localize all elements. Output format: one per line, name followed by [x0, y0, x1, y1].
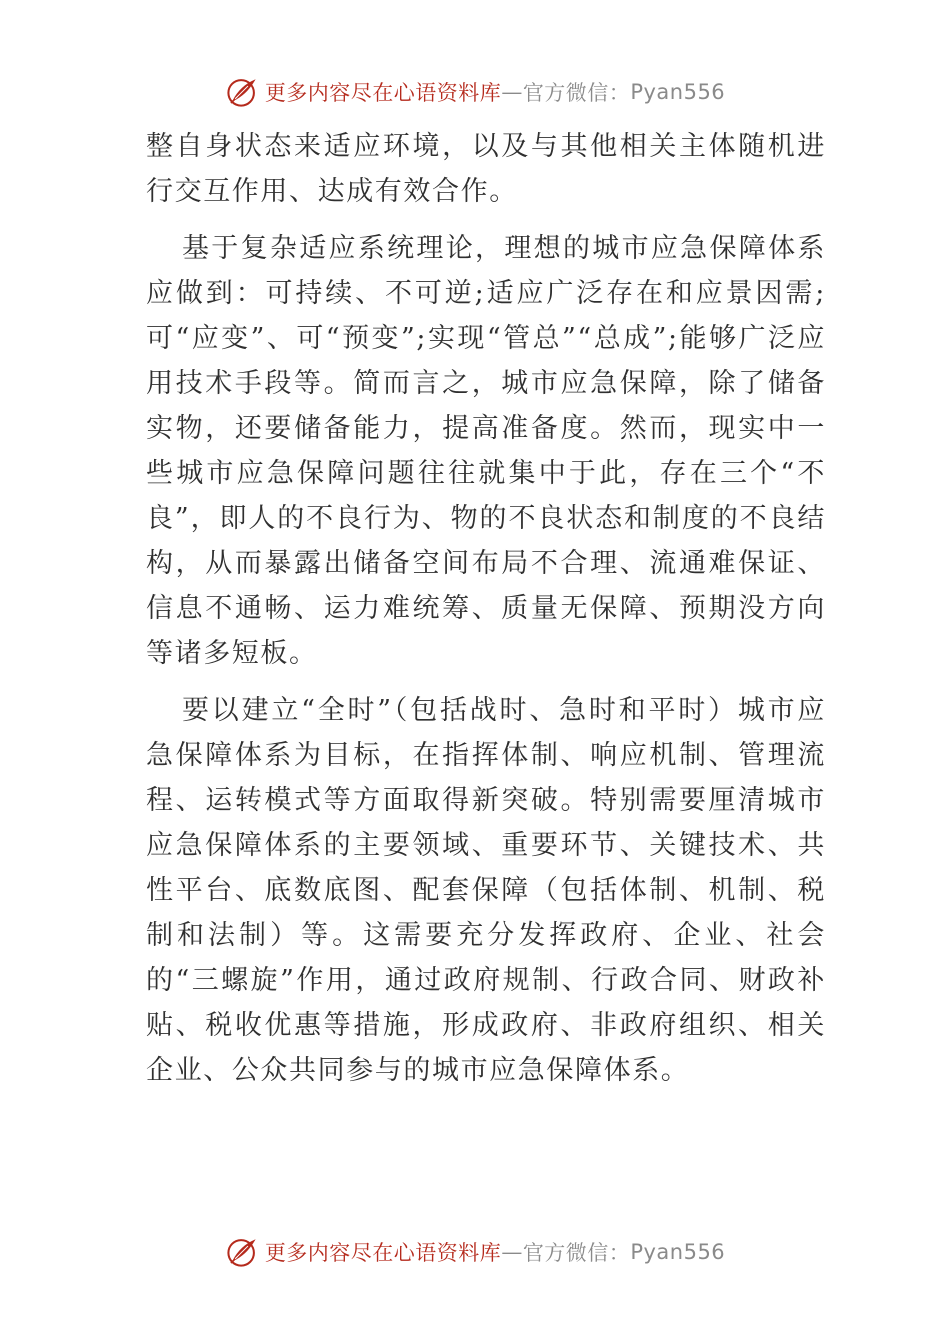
banner-wechat-label: 官方微信：: [522, 1241, 631, 1265]
banner-dash: —: [501, 1240, 523, 1264]
banner-wechat-id: Pyan556: [630, 80, 726, 104]
banner-wechat-label: 官方微信：: [522, 81, 631, 105]
banner-brand-text: 更多内容尽在心语资料库: [264, 1241, 502, 1265]
paragraph-1: 整自身状态来适应环境，以及与其他相关主体随机进行交互作用、达成有效合作。: [146, 131, 826, 207]
banner-wechat-id: Pyan556: [630, 1240, 726, 1264]
document-body: [146, 124, 826, 1093]
banner-brand-text: 更多内容尽在心语资料库: [264, 81, 502, 105]
paragraph-3: 要以建立“全时”（包括战时、急时和平时）城市应急保障体系为目标，在指挥体制、响应机制、管理流程、运转模式等方面取得新突破。特别需要厘清城市应急保障体系的主要领域、重要环节、关键技术、共性平台、底数底图、配套保障（包括体制、机制、税制和法制）等。这需要充分发挥政府、企业、社会的“三螺旋”作用，通过政府规制、行政合同、财政补贴、税收优惠等措施，形成政府、非政府组织、相关企业、公众共同参与的城市应急保障体系。: [146, 695, 826, 1086]
feather-quill-logo-icon: [225, 75, 259, 109]
feather-quill-logo-icon: [225, 1235, 259, 1269]
banner-dash: —: [501, 80, 523, 104]
header-watermark: [0, 70, 950, 114]
paragraph-2: 基于复杂适应系统理论，理想的城市应急保障体系应做到：可持续、不可逆;适应广泛存在和应景因需;可“应变”、可“预变”;实现“管总”“总成”;能够广泛应用技术手段等。简而言之，城市应急保障，除了储备实物，还要储备能力，提高准备度。然而，现实中一些城市应急保障问题往往就集中于此，存在三个“不良”，即人的不良行为、物的不良状态和制度的不良结构，从而暴露出储备空间布局不合理、流通难保证、信息不通畅、运力难统筹、质量无保障、预期没方向等诸多短板。: [146, 233, 826, 669]
footer-watermark: [0, 1230, 950, 1274]
